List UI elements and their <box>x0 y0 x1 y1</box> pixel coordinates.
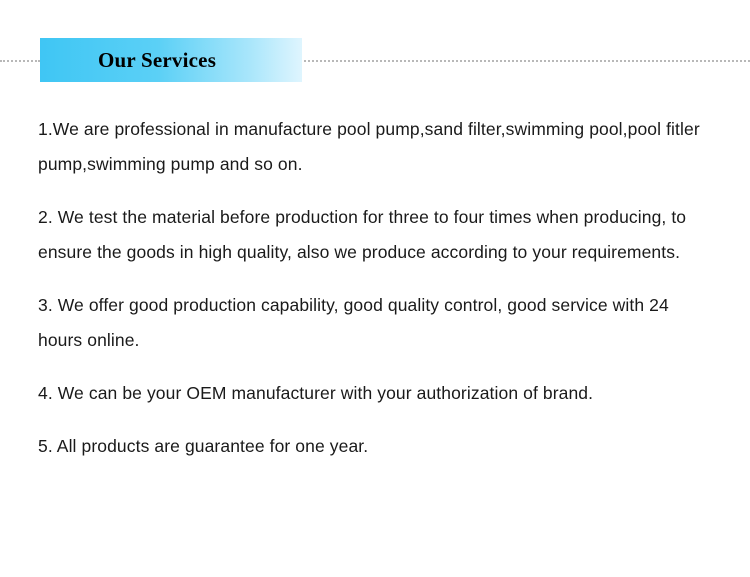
page-title: Our Services <box>98 47 217 72</box>
service-paragraph-1: 1.We are professional in manufacture pool pump,sand filter,swimming pool,pool fitler pump,swimming pump and so on. <box>38 119 700 174</box>
services-content <box>38 112 710 464</box>
divider-left <box>0 60 40 62</box>
service-paragraph-4: 4. We can be your OEM manufacturer with your authorization of brand. <box>38 383 594 403</box>
divider-right <box>300 60 750 62</box>
service-paragraph-2: 2. We test the material before production for three to four times when producing, to ensure the goods in high quality, also we produce according to your requirements. <box>38 207 687 262</box>
service-paragraph-3: 3. We offer good production capability, good quality control, good service with 24 hours online. <box>38 295 669 350</box>
service-paragraph-5: 5. All products are guarantee for one year. <box>38 436 369 456</box>
section-banner <box>40 38 302 82</box>
